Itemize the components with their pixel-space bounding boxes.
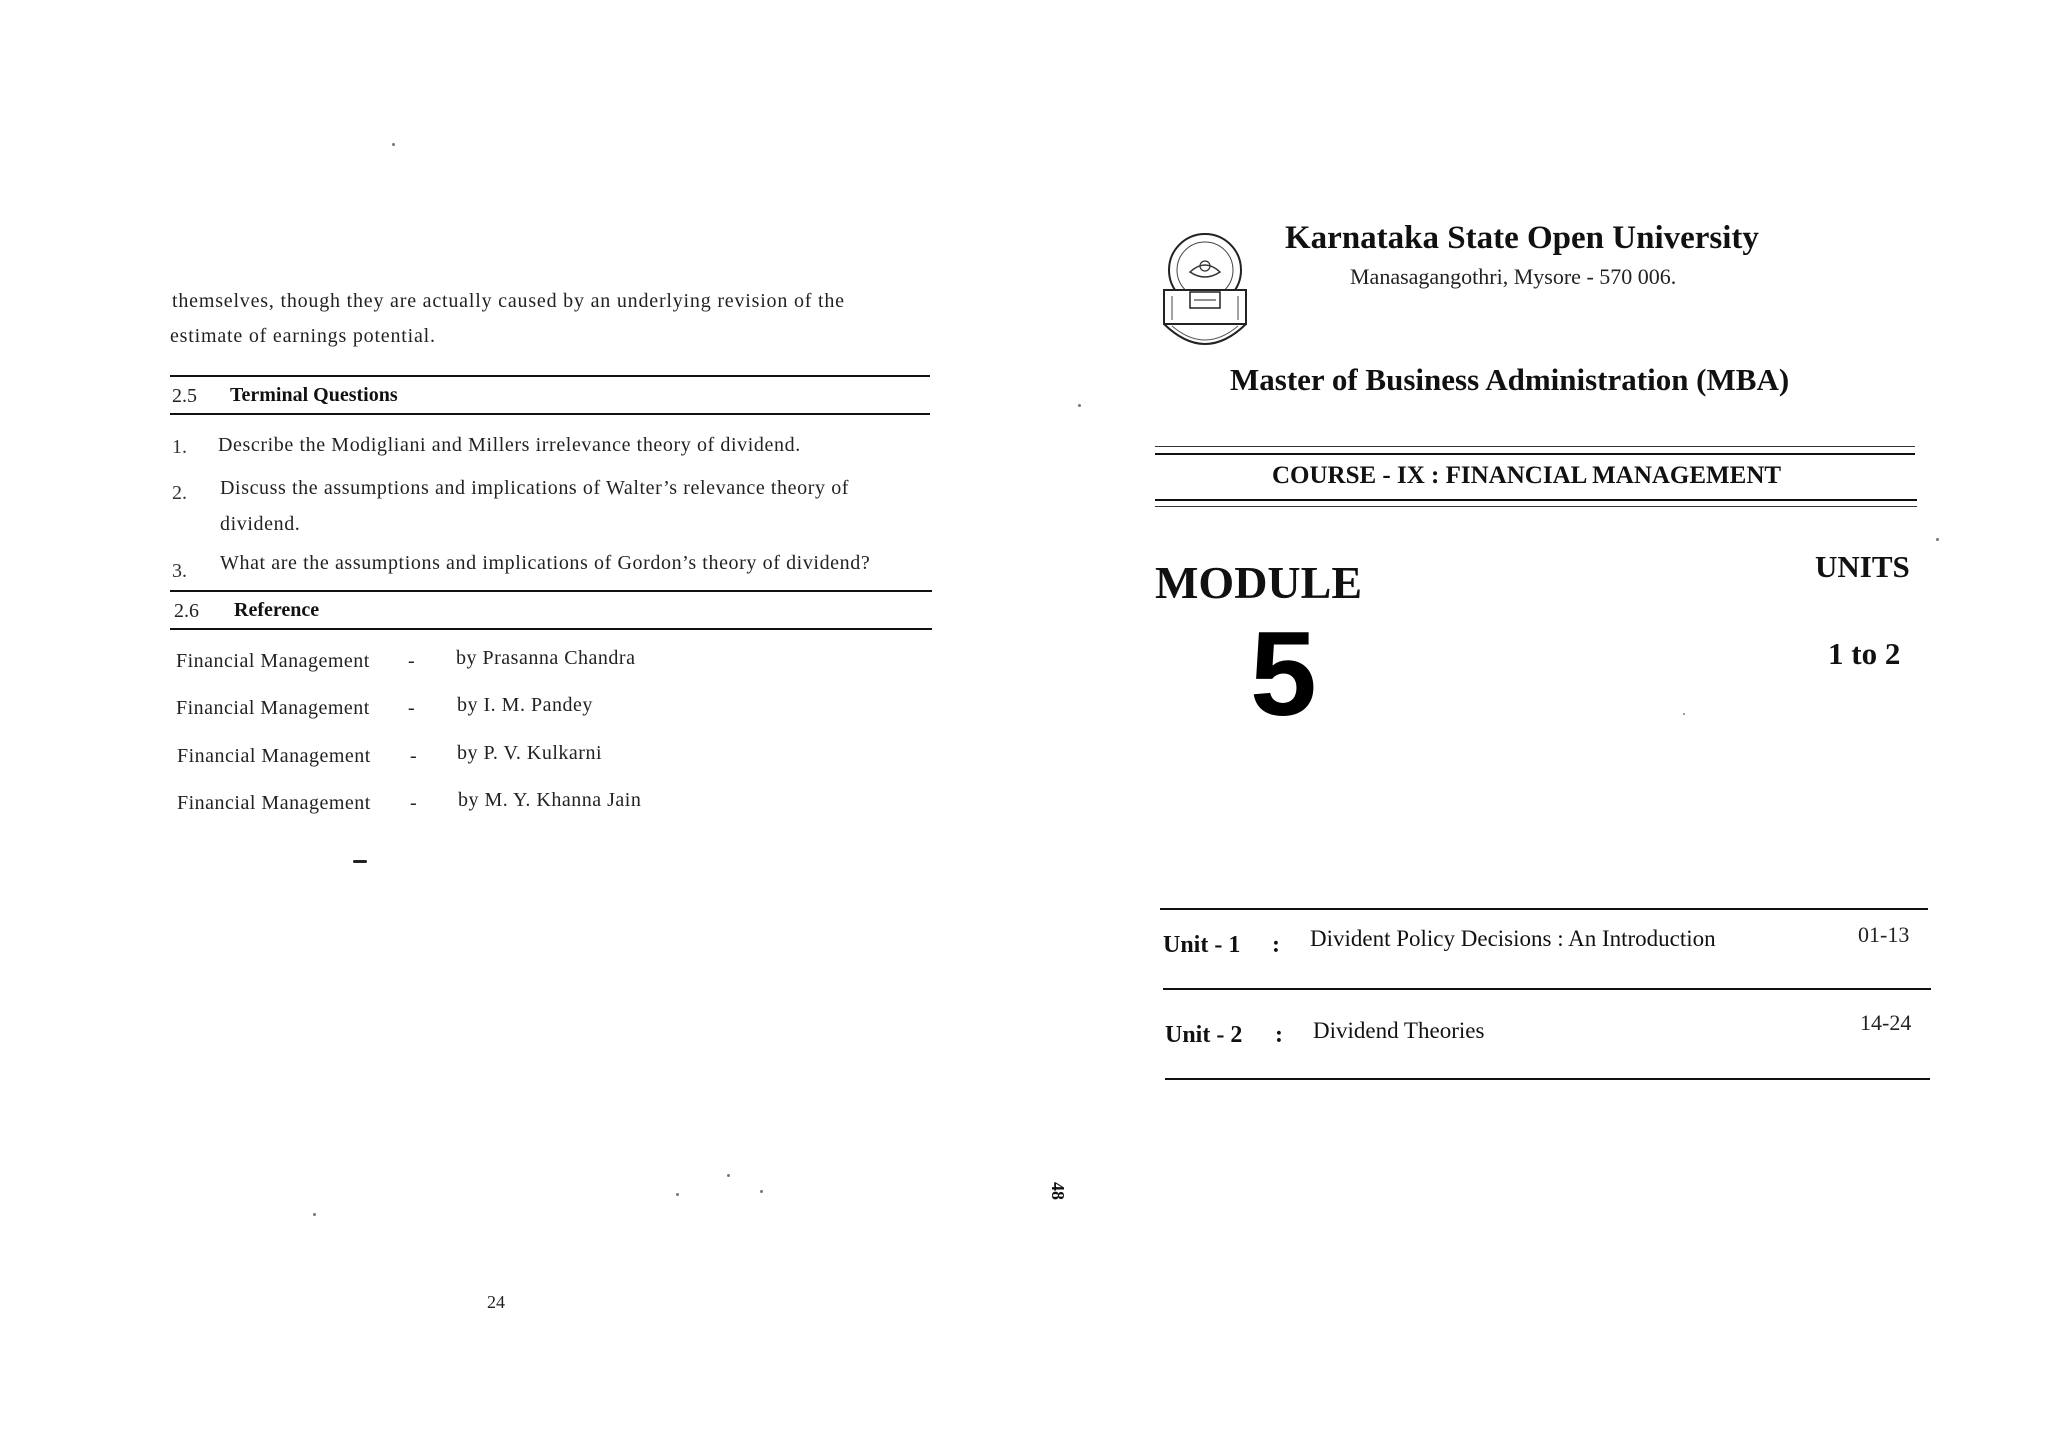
reference-book-title: Financial Management <box>176 650 370 672</box>
reference-dash: - <box>410 745 417 767</box>
scan-mark <box>353 860 367 863</box>
question-number: 1. <box>172 436 187 458</box>
question-text: What are the assumptions and implications of Gordon’s theory of dividend? <box>220 552 871 574</box>
reference-number: 2.6 <box>174 600 199 622</box>
section-rule-top <box>170 375 930 377</box>
scan-speck <box>1936 538 1939 541</box>
program-title: Master of Business Administration (MBA) <box>1230 362 1790 397</box>
scan-speck <box>392 143 395 146</box>
reference-rule-top <box>170 590 932 592</box>
units-table-rule <box>1163 988 1931 990</box>
left-page-number: 24 <box>487 1292 505 1312</box>
reference-author: by I. M. Pandey <box>457 694 593 716</box>
scan-speck <box>1078 404 1081 407</box>
unit-label: Unit - 1 <box>1163 932 1241 958</box>
unit-colon: : <box>1275 1022 1283 1048</box>
units-table-rule <box>1165 1078 1930 1080</box>
scan-speck <box>760 1190 763 1193</box>
university-name: Karnataka State Open University <box>1285 220 1759 256</box>
reference-book-title: Financial Management <box>177 745 371 767</box>
question-text: Describe the Modigliani and Millers irrelevance theory of dividend. <box>218 434 801 456</box>
course-rule <box>1155 446 1915 447</box>
course-title: COURSE - IX : FINANCIAL MANAGEMENT <box>1272 462 1782 489</box>
scan-speck <box>1683 713 1685 715</box>
reference-author: by M. Y. Khanna Jain <box>458 789 642 811</box>
question-number: 2. <box>172 482 187 504</box>
intro-line-2: estimate of earnings potential. <box>170 325 436 347</box>
unit-pages: 01-13 <box>1858 922 1910 947</box>
module-label: MODULE <box>1155 557 1362 608</box>
section-rule-bottom <box>170 413 930 415</box>
section-number: 2.5 <box>172 385 197 407</box>
reference-author: by P. V. Kulkarni <box>457 742 603 764</box>
reference-title: Reference <box>234 599 320 621</box>
unit-colon: : <box>1272 932 1280 958</box>
reference-book-title: Financial Management <box>176 697 370 719</box>
spine-page-number: 48 <box>1048 1182 1068 1200</box>
reference-author: by Prasanna Chandra <box>456 647 636 669</box>
unit-pages: 14-24 <box>1860 1010 1912 1035</box>
units-table-rule <box>1160 908 1928 910</box>
reference-dash: - <box>410 792 417 814</box>
scan-speck <box>313 1213 316 1216</box>
course-rule <box>1155 453 1915 455</box>
reference-dash: - <box>408 650 415 672</box>
course-rule <box>1155 499 1917 501</box>
scan-speck <box>727 1174 730 1177</box>
module-number: 5 <box>1250 607 1317 741</box>
intro-line-1: themselves, though they are actually caused by an underlying revision of the <box>172 290 845 312</box>
unit-title: Dividend Theories <box>1313 1018 1485 1043</box>
question-text-continued: dividend. <box>220 513 301 535</box>
units-range: 1 to 2 <box>1828 636 1901 671</box>
course-rule <box>1155 506 1917 507</box>
section-title: Terminal Questions <box>230 384 398 406</box>
units-label: UNITS <box>1815 549 1910 584</box>
reference-dash: - <box>408 697 415 719</box>
unit-label: Unit - 2 <box>1165 1022 1243 1048</box>
question-number: 3. <box>172 560 187 582</box>
reference-book-title: Financial Management <box>177 792 371 814</box>
unit-title: Divident Policy Decisions : An Introduction <box>1310 926 1716 951</box>
university-seal-icon <box>1150 228 1260 358</box>
question-text: Discuss the assumptions and implications of Walter’s relevance theory of <box>220 477 850 499</box>
university-address: Manasagangothri, Mysore - 570 006. <box>1350 264 1677 289</box>
reference-rule-bottom <box>170 628 932 630</box>
scan-speck <box>676 1193 679 1196</box>
